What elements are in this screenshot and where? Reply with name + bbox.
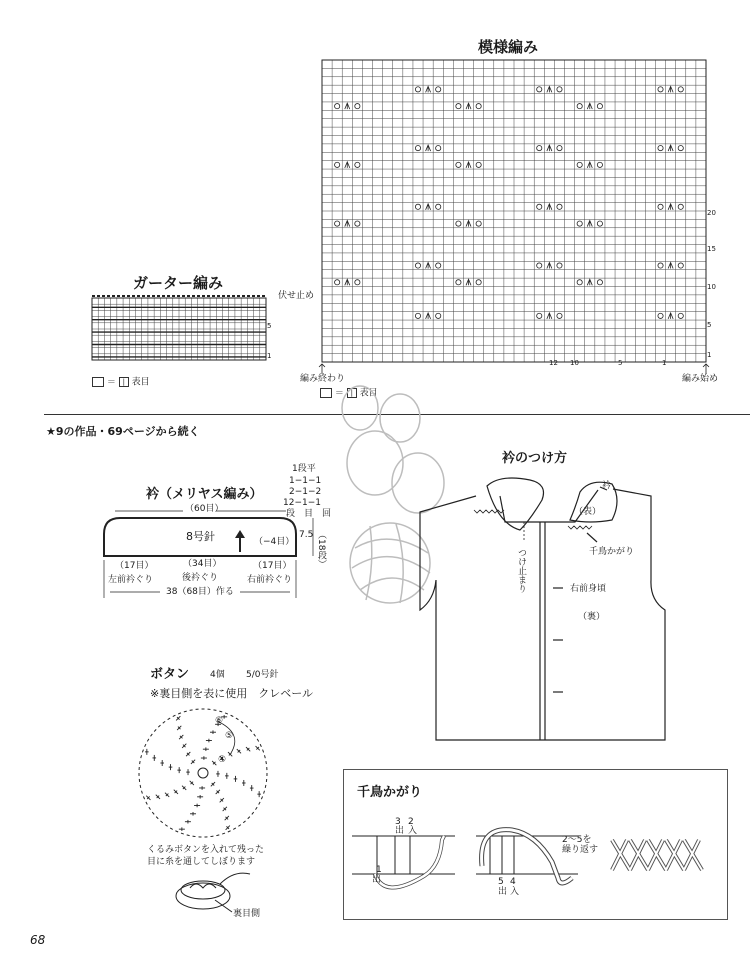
herringbone-num: 1 bbox=[376, 865, 382, 875]
collar-height-rows: （18段） bbox=[316, 530, 326, 569]
pattern-start-label: 編み始め bbox=[682, 374, 719, 384]
herringbone-repeat-note: 繰り返す bbox=[562, 845, 599, 855]
legend-knit-box: | bbox=[347, 388, 357, 398]
attach-herringbone-label: 千鳥かがり bbox=[589, 547, 635, 557]
pattern-row-number: 20 bbox=[707, 209, 716, 217]
legend-knit-box: | bbox=[119, 377, 129, 387]
collar-shaping-line: 2−1−2 bbox=[289, 487, 322, 497]
garter-row-number: 1 bbox=[267, 352, 272, 360]
pattern-row-number: 1 bbox=[707, 351, 712, 359]
button-ring-label: ④ bbox=[218, 755, 227, 765]
legend-text: 表目 bbox=[131, 377, 150, 388]
collar-bottom-right-label: 右前衿ぐり bbox=[247, 575, 293, 585]
collar-shaping-line: 段 目 回 bbox=[286, 509, 332, 519]
attach-collar-label: 衿 bbox=[602, 481, 612, 491]
collar-needle: 8号針 bbox=[186, 530, 215, 543]
collar-height: 7.5 bbox=[299, 530, 314, 540]
pattern-col-number: 1 bbox=[662, 359, 667, 367]
herringbone-num: 3 bbox=[395, 817, 401, 827]
attach-back-label: （裏） bbox=[578, 612, 606, 622]
attach-title: 衿のつけ方 bbox=[502, 451, 568, 466]
garter-bind-off-label: 伏せ止め bbox=[278, 291, 315, 301]
herringbone-label: 出 bbox=[395, 826, 405, 836]
pattern-chart-title: 模様編み bbox=[478, 38, 539, 56]
collar-shaping-line: 1段平 bbox=[292, 464, 316, 474]
pattern-col-number: 10 bbox=[570, 359, 579, 367]
page-number: 68 bbox=[30, 933, 46, 947]
herringbone-repeat-note: 2〜5を bbox=[562, 835, 592, 845]
herringbone-num: 5 bbox=[498, 877, 504, 887]
pattern-col-number: 5 bbox=[618, 359, 623, 367]
section-header: ★9の作品・69ページから続く bbox=[46, 425, 200, 438]
collar-bottom-left: （17目） bbox=[115, 561, 154, 571]
collar-bottom-mid-label: 後衿ぐり bbox=[182, 573, 219, 583]
legend-equals: ＝ bbox=[106, 377, 116, 388]
garter-row-number: 5 bbox=[267, 322, 272, 330]
button-note: ※裏目側を表に使用 クレベール bbox=[150, 687, 313, 700]
collar-shaping-line: 12−1−1 bbox=[283, 498, 321, 508]
attach-front-label: （表） bbox=[574, 507, 602, 517]
pattern-row-number: 5 bbox=[707, 321, 712, 329]
garter-chart-title: ガーター編み bbox=[133, 274, 224, 292]
pattern-row-number: 15 bbox=[707, 245, 716, 253]
herringbone-label: 入 bbox=[408, 826, 418, 836]
legend-text: 表目 bbox=[359, 388, 378, 399]
collar-decrease: （−4目） bbox=[254, 537, 295, 547]
button-ring-label: ⑥ bbox=[215, 716, 224, 726]
button-instruction-line1: くるみボタンを入れて残った bbox=[147, 845, 265, 855]
button-title: ボタン bbox=[150, 667, 190, 682]
pattern-end-label: 編み終わり bbox=[300, 374, 346, 384]
herringbone-num: 4 bbox=[510, 877, 516, 887]
herringbone-label: 出 bbox=[498, 887, 508, 897]
collar-title: 衿（メリヤス編み） bbox=[146, 487, 263, 502]
collar-shaping-line: 1−1−1 bbox=[289, 476, 322, 486]
button-count: 4個 bbox=[210, 670, 225, 680]
herringbone-label: 入 bbox=[510, 887, 520, 897]
button-back-label: 裏目側 bbox=[233, 909, 261, 919]
pattern-row-number: 10 bbox=[707, 283, 716, 291]
collar-total: 38（68目）作る bbox=[166, 587, 234, 597]
attach-stop-label: つけ止まり bbox=[516, 548, 526, 593]
button-instruction-line2: 目に糸を通してしぼります bbox=[147, 857, 256, 867]
collar-bottom-left-label: 左前衿ぐり bbox=[108, 575, 154, 585]
herringbone-num: 2 bbox=[408, 817, 414, 827]
collar-bottom-mid: （34目） bbox=[183, 559, 222, 569]
button-needle: 5/0号針 bbox=[246, 670, 279, 680]
button-ring-label: ⑤ bbox=[225, 731, 234, 741]
attach-right-front-label: 右前身頃 bbox=[570, 584, 607, 594]
herringbone-title: 千鳥かがり bbox=[357, 785, 423, 800]
collar-bottom-right: （17目） bbox=[253, 561, 292, 571]
herringbone-label: 出 bbox=[372, 875, 382, 885]
legend-equals: ＝ bbox=[334, 388, 344, 399]
pattern-col-number: 12 bbox=[549, 359, 558, 367]
collar-top-stitches: （60目） bbox=[185, 504, 224, 514]
